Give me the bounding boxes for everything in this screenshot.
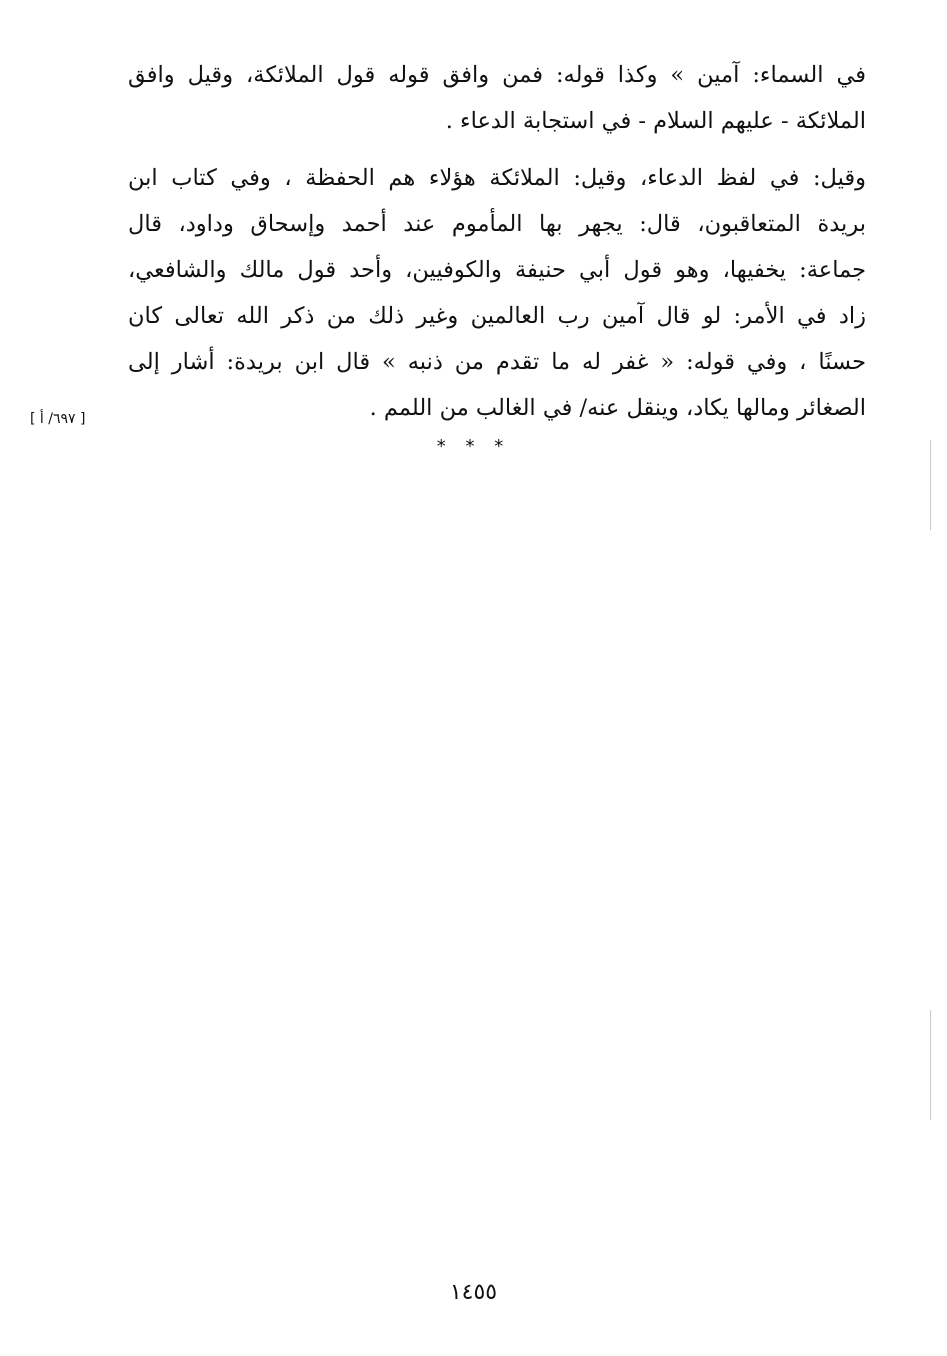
- paragraph-2: [128, 155, 866, 431]
- scan-margin-line: [930, 440, 931, 530]
- text-line: حسنًا ، وفي قوله: « غفر له ما تقدم من ذنبه » قال ابن بريدة: أشار إلى: [128, 349, 866, 375]
- text-line: زاد في الأمر: لو قال آمين رب العالمين وغير ذلك من ذكر الله تعالى كان: [128, 303, 866, 329]
- section-separator: * * *: [436, 436, 511, 457]
- text-line: الملائكة - عليهم السلام - في استجابة الدعاء .: [445, 108, 866, 134]
- manuscript-folio-reference: [ ٦٩٧/ أ ]: [30, 411, 86, 427]
- paragraph-1: [128, 52, 866, 144]
- text-line: بريدة المتعاقبون، قال: يجهر بها المأموم عند أحمد وإسحاق وداود، قال: [128, 211, 866, 237]
- page-number: ١٤٥٥: [449, 1280, 498, 1305]
- text-line: جماعة: يخفيها، وهو قول أبي حنيفة والكوفيين، وأحد قول مالك والشافعي،: [128, 257, 866, 283]
- text-line: الصغائر ومالها يكاد، وينقل عنه/ في الغالب من اللمم .: [369, 395, 866, 421]
- scan-margin-line: [930, 1010, 931, 1120]
- text-line: وقيل: في لفظ الدعاء، وقيل: الملائكة هؤلاء هم الحفظة ، وفي كتاب ابن: [128, 165, 866, 191]
- text-line: في السماء: آمين » وكذا قوله: فمن وافق قوله قول الملائكة، وقيل وافق: [128, 62, 866, 88]
